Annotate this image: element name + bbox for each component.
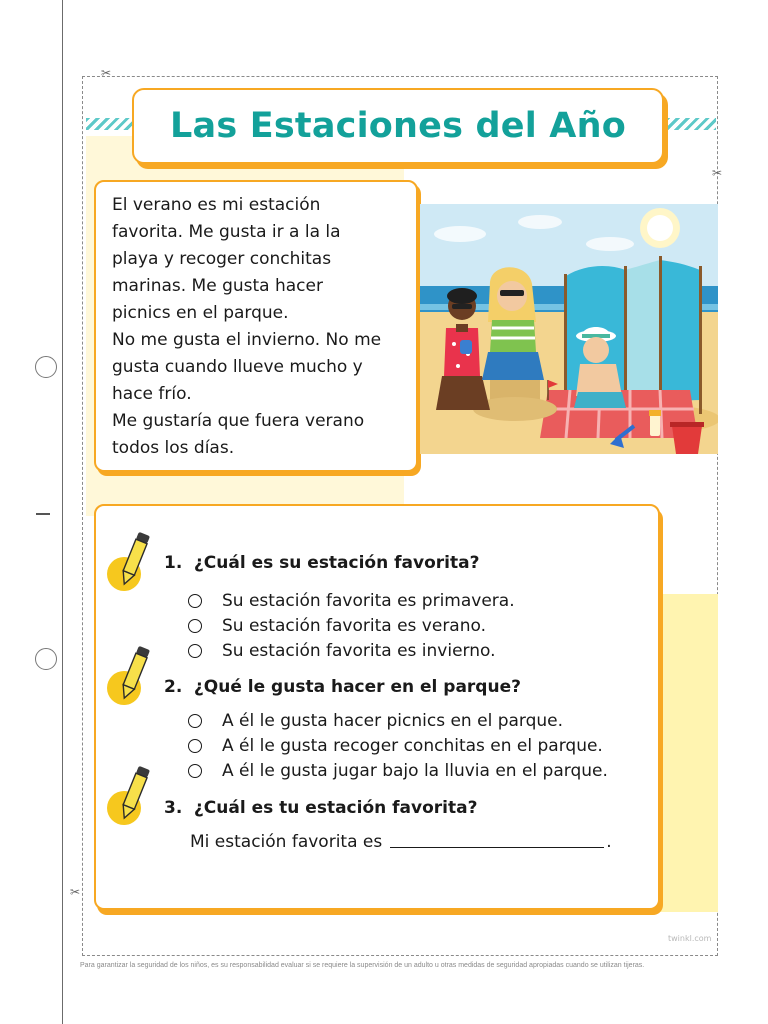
passage-line: hace frío. [112, 384, 192, 404]
question-1 [164, 553, 479, 573]
answer-line [190, 832, 612, 852]
radio-button[interactable] [188, 714, 202, 728]
radio-button[interactable] [188, 764, 202, 778]
question-2 [164, 677, 521, 697]
radio-button[interactable] [188, 644, 202, 658]
passage-line: gusta cuando llueve mucho y [112, 357, 363, 377]
answer-prefix: Mi estación favorita es [190, 832, 383, 852]
answer-option[interactable] [188, 591, 515, 611]
answer-option[interactable] [188, 616, 486, 636]
option-label: A él le gusta hacer picnics en el parque. [222, 711, 564, 731]
option-label: Su estación favorita es invierno. [222, 641, 496, 661]
title-stripe-left [86, 118, 132, 130]
background-panel [652, 594, 718, 912]
question-3 [164, 798, 477, 818]
punch-hole-icon [35, 648, 57, 670]
answer-option[interactable] [188, 711, 563, 731]
scissors-icon: ✂ [101, 66, 112, 80]
answer-suffix: . [606, 832, 612, 852]
question-text: ¿Cuál es su estación favorita? [193, 553, 480, 573]
pencil-icon [104, 644, 158, 708]
answer-option[interactable] [188, 641, 496, 661]
radio-button[interactable] [188, 739, 202, 753]
answer-option[interactable] [188, 736, 603, 756]
scissors-icon: ✂ [712, 166, 723, 180]
safety-footer: Para garantizar la seguridad de los niños, es su responsabilidad evaluar si se requiere la supervisión de un adulto u otras medidas de seguridad apropiadas cuando se utilizan tijeras. [80, 962, 645, 969]
page-title: Las Estaciones del Año [170, 106, 626, 146]
binder-line [62, 0, 63, 1024]
option-label: A él le gusta recoger conchitas en el parque. [222, 736, 603, 756]
fold-mark [36, 513, 50, 515]
question-number: 1. [164, 553, 183, 573]
passage-line: favorita. Me gusta ir a la la [112, 222, 341, 242]
title-stripe-right [666, 118, 716, 130]
question-text: ¿Qué le gusta hacer en el parque? [193, 677, 521, 697]
question-text: ¿Cuál es tu estación favorita? [193, 798, 478, 818]
passage-line: El verano es mi estación [112, 195, 321, 215]
radio-button[interactable] [188, 594, 202, 608]
option-label: A él le gusta jugar bajo la lluvia en el parque. [222, 761, 608, 781]
passage-line: marinas. Me gusta hacer [112, 276, 323, 296]
passage-line: Me gustaría que fuera verano [112, 411, 365, 431]
punch-hole-icon [35, 356, 57, 378]
answer-blank[interactable] [390, 832, 604, 848]
reading-passage [94, 180, 418, 472]
question-number: 3. [164, 798, 183, 818]
title-banner [132, 88, 664, 164]
passage-line: picnics en el parque. [112, 303, 289, 323]
passage-line: No me gusta el invierno. No me [112, 330, 382, 350]
passage-line: todos los días. [112, 438, 235, 458]
answer-option[interactable] [188, 761, 608, 781]
option-label: Su estación favorita es primavera. [222, 591, 515, 611]
pencil-icon [104, 530, 158, 594]
pencil-icon [104, 764, 158, 828]
brand-logo: twinkl.com [668, 934, 712, 943]
question-number: 2. [164, 677, 183, 697]
scissors-icon: ✂ [70, 885, 81, 899]
beach-illustration [420, 204, 718, 454]
option-label: Su estación favorita es verano. [222, 616, 487, 636]
radio-button[interactable] [188, 619, 202, 633]
passage-line: playa y recoger conchitas [112, 249, 332, 269]
